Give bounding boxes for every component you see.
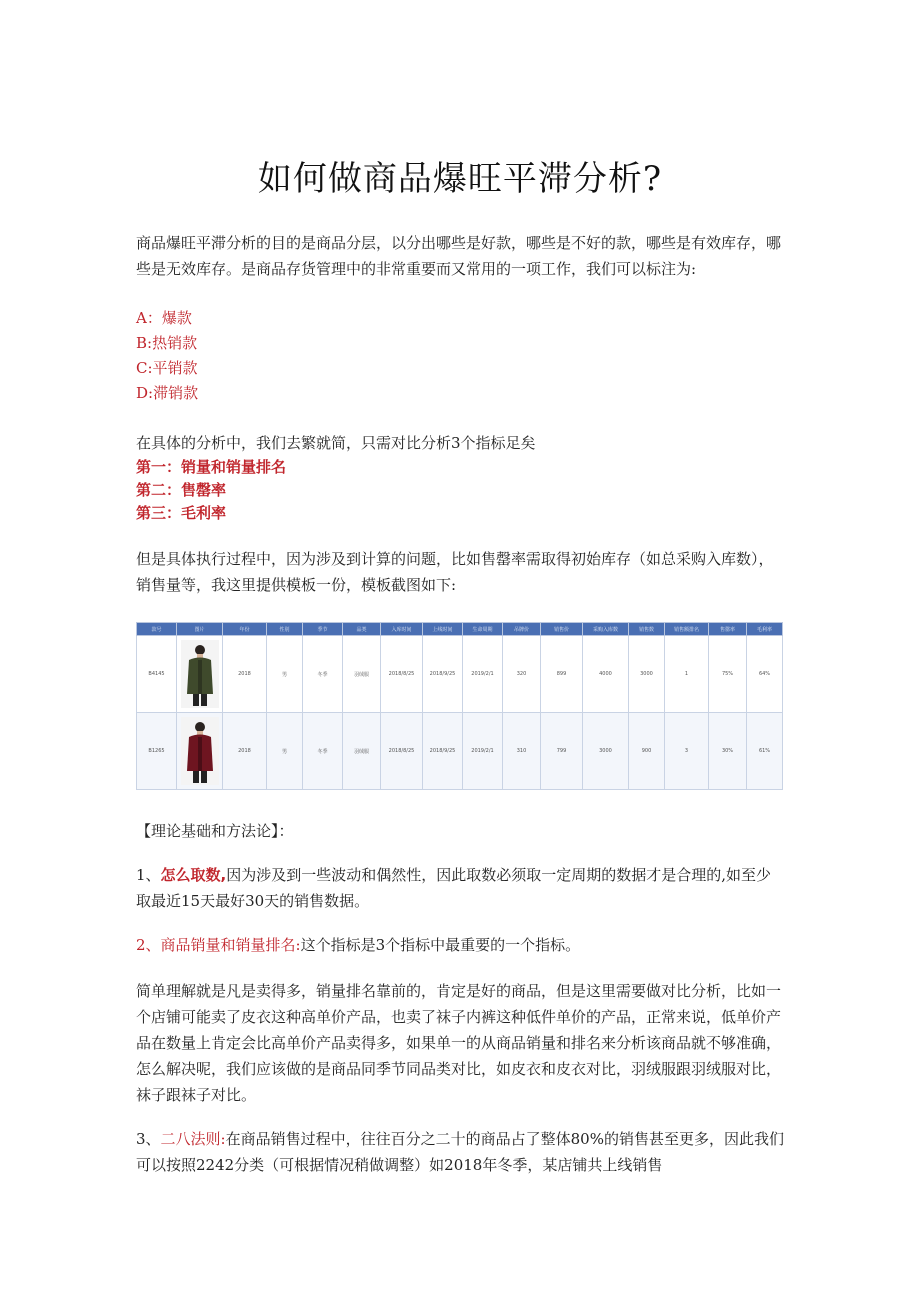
table-header: 吊牌价 — [503, 623, 541, 636]
table-header: 品类 — [343, 623, 381, 636]
point-1 — [136, 862, 786, 914]
cell-launch-date: 2018/9/25 — [423, 636, 463, 713]
cell-sale-price: 799 — [541, 713, 583, 790]
table-header: 入库时间 — [381, 623, 423, 636]
point-2 — [136, 932, 786, 958]
table-row — [137, 636, 783, 713]
table-row — [137, 713, 783, 790]
cell-margin: 64% — [747, 636, 783, 713]
point-1-key: 怎么取数, — [160, 866, 227, 884]
page-title: 如何做商品爆旺平滞分析? — [257, 158, 663, 199]
label-list — [136, 306, 786, 406]
theory-heading: 【理论基础和方法论】： — [136, 822, 294, 840]
template-table — [136, 622, 783, 790]
label-b: B:热销款 — [136, 334, 198, 352]
metric-2: 第二：售罄率 — [136, 481, 227, 499]
label-a: A：爆款 — [136, 309, 192, 327]
template-intro: 但是具体执行过程中，因为涉及到计算的问题，比如售罄率需取得初始库存（如总采购入库数），销售量等，我这里提供模板一份，模板截图如下: — [136, 550, 774, 594]
table-header-row — [137, 623, 783, 636]
point-3-key: 二八法则: — [160, 1130, 226, 1148]
table-header: 上线时间 — [423, 623, 463, 636]
point-3 — [136, 1126, 786, 1178]
cell-rank: 1 — [665, 636, 709, 713]
cell-season: 冬季 — [303, 636, 343, 713]
cell-sell-through: 75% — [709, 636, 747, 713]
cell-sell-through: 30% — [709, 713, 747, 790]
intro-paragraph: 商品爆旺平滞分析的目的是商品分层，以分出哪些是好款，哪些是不好的款，哪些是有效库存，哪些是无效库存。是商品存货管理中的非常重要而又常用的一项工作，我们可以标注为: — [136, 234, 782, 278]
cell-margin: 61% — [747, 713, 783, 790]
point-1-text: 因为涉及到一些波动和偶然性，因此取数必须取一定周期的数据才是合理的,如至少取最近15天最好30天的销售数据。 — [136, 866, 772, 910]
cell-purchase-qty: 3000 — [583, 713, 629, 790]
product-photo-red-jacket — [181, 717, 219, 785]
cell-stock-date: 2018/8/25 — [381, 636, 423, 713]
cell-sold-qty: 900 — [629, 713, 665, 790]
cell-lifecycle: 2019/2/1 — [463, 636, 503, 713]
table-header: 性别 — [267, 623, 303, 636]
metric-1: 第一：销量和销量排名 — [136, 458, 287, 476]
table-header: 采购入库数 — [583, 623, 629, 636]
cell-rank: 3 — [665, 713, 709, 790]
metric-3: 第三：毛利率 — [136, 504, 227, 522]
cell-sold-qty: 3000 — [629, 636, 665, 713]
label-c: C:平销款 — [136, 359, 198, 377]
cell-sale-price: 899 — [541, 636, 583, 713]
cell-lifecycle: 2019/2/1 — [463, 713, 503, 790]
table-header: 款号 — [137, 623, 177, 636]
table-header: 销售额排名 — [665, 623, 709, 636]
table-header: 年份 — [223, 623, 267, 636]
cell-stock-date: 2018/8/25 — [381, 713, 423, 790]
table-header: 图片 — [177, 623, 223, 636]
point-2-key: 2、商品销量和销量 — [136, 936, 266, 954]
cell-photo — [177, 713, 223, 790]
cell-tag-price: 310 — [503, 713, 541, 790]
simple-paragraph: 简单理解就是凡是卖得多，销量排名靠前的，肯定是好的商品，但是这里需要做对比分析，比如一个店铺可能卖了皮衣这种高单价产品，也卖了袜子内裤这种低件单价的产品，正常来说，低单价产品在数量上肯定会比高单价产品卖得多，如果单一的从商品销量和排名来分析该商品就不够准确，怎么解决呢，我们应该做的是商品同季节同品类对比，如皮衣和皮衣对比，羽绒服跟羽绒服对比，袜子跟袜子对比。 — [136, 982, 782, 1104]
cell-purchase-qty: 4000 — [583, 636, 629, 713]
table-header: 季节 — [303, 623, 343, 636]
metrics-intro: 在具体的分析中，我们去繁就简，只需对比分析3个指标足矣 — [136, 434, 536, 452]
cell-category: 羽绒服 — [343, 636, 381, 713]
point-3-number: 3、 — [136, 1130, 161, 1148]
point-2-key-tail: 排名: — [265, 936, 301, 954]
point-1-number: 1、 — [136, 866, 161, 884]
cell-year: 2018 — [223, 636, 267, 713]
cell-tag-price: 320 — [503, 636, 541, 713]
cell-category: 羽绒服 — [343, 713, 381, 790]
cell-season: 冬季 — [303, 713, 343, 790]
cell-launch-date: 2018/9/25 — [423, 713, 463, 790]
cell-year: 2018 — [223, 713, 267, 790]
table-header: 售罄率 — [709, 623, 747, 636]
point-2-text: 这个指标是3个指标中最重要的一个指标。 — [300, 936, 581, 954]
table-header: 销售数 — [629, 623, 665, 636]
point-3-text: 在商品销售过程中，往往百分之二十的商品占了整体80%的销售甚至更多，因此我们可以按照2242分类（可根据情况稍做调整）如2018年冬季，某店铺共上线销售 — [136, 1130, 784, 1174]
cell-style-no: B1265 — [137, 713, 177, 790]
cell-gender: 男 — [267, 713, 303, 790]
cell-gender: 男 — [267, 636, 303, 713]
cell-photo — [177, 636, 223, 713]
table-header: 生命周期 — [463, 623, 503, 636]
label-d: D:滞销款 — [136, 384, 199, 402]
metrics-list — [136, 456, 786, 525]
product-photo-green-jacket — [181, 640, 219, 708]
cell-style-no: B4145 — [137, 636, 177, 713]
table-header: 毛利率 — [747, 623, 783, 636]
table-header: 销售价 — [541, 623, 583, 636]
